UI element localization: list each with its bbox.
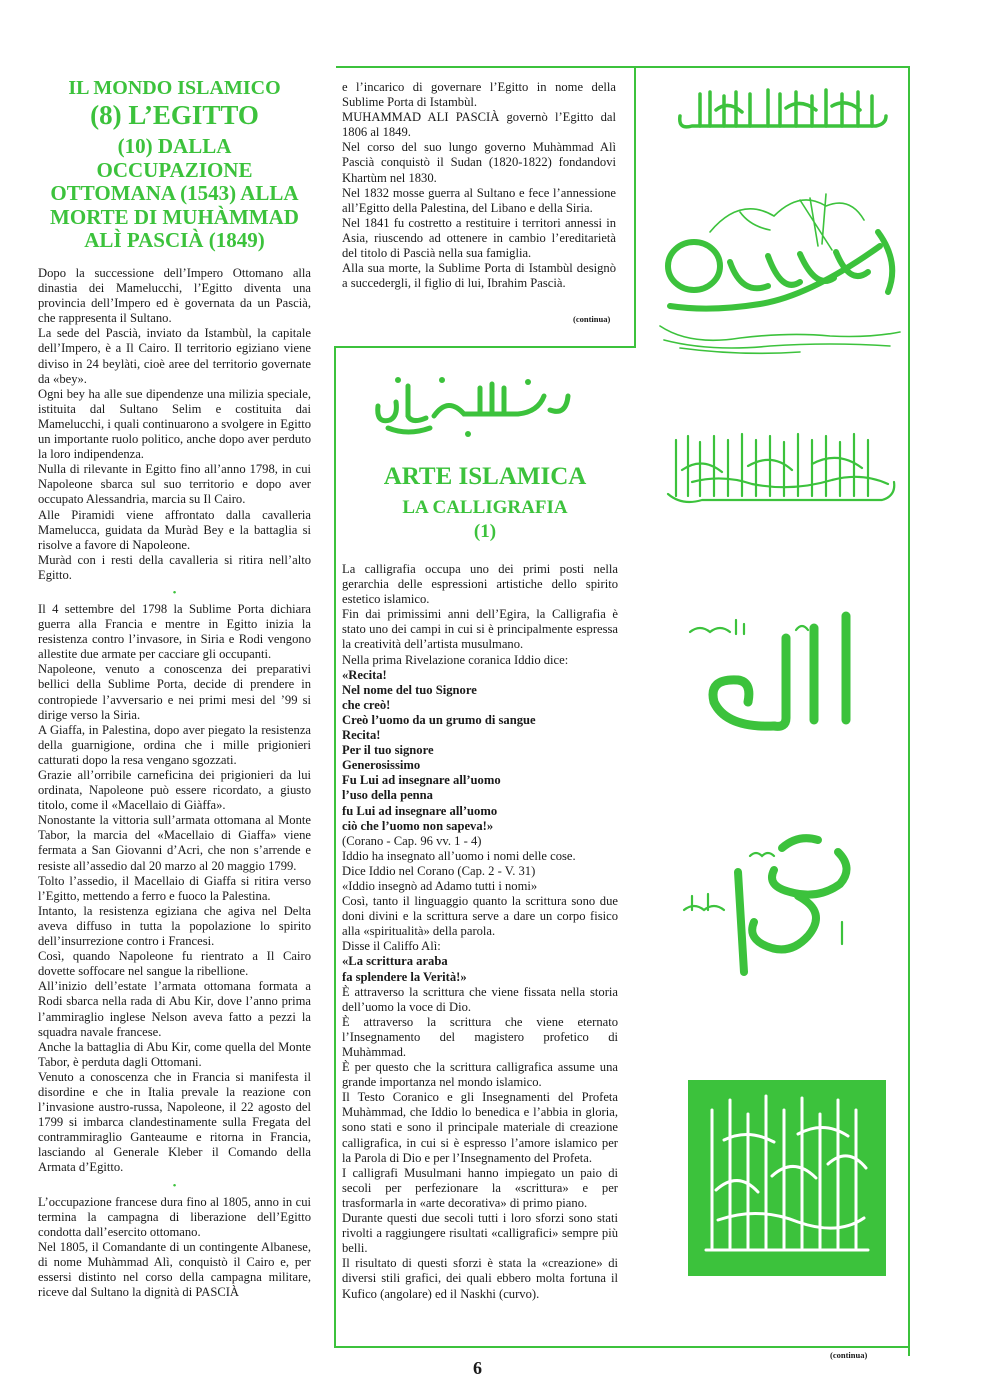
article2-continua-label: (continua) — [830, 1350, 868, 1360]
article1-title-line3d: ALÌ PASCIÀ (1849) — [84, 228, 265, 252]
article1-paragraph: Muràd con i resti della cavalleria si ritira nell’alto Egitto. — [38, 552, 311, 582]
article2-subtitle: LA CALLIGRAFIA — [402, 497, 568, 518]
article1-title-line2: (8) L’EGITTO — [90, 100, 259, 130]
quote-line: Recita! — [342, 728, 381, 743]
article1-title-line1: IL MONDO ISLAMICO — [68, 77, 281, 99]
article1-title-line3a: (10) DALLA OCCUPAZIONE — [96, 134, 253, 182]
article1-paragraph: Venuto a conoscenza che in Francia si manifesta il disordine e che in Italia prevale la reazione con l’invasione austro-russa, Napoleone, il 22 agosto del 1799 si imbarca clandestinamente sulla Fregata del contrammiraglio Ganteaume e ritorna in Francia, lasciando al Generale Kleber il Comando della Armata d’Egitto. — [38, 1069, 311, 1175]
article1-paragraph: Alle Piramidi viene affrontato dalla cavalleria Mamelucca, guidata da Muràd Bey e la battaglia si risolve a favore di Napoleone. — [38, 507, 311, 552]
quote-line: l’uso della penna — [342, 788, 433, 803]
article1-paragraph: Grazie all’orribile carneficina dei prigionieri da lui ordinata, Napoleone può essere ricordato, a giusto titolo, come il «Macellaio di Giàffa». — [38, 768, 311, 813]
article2-paragraph: Iddio ha insegnato all’uomo i nomi delle cose. — [342, 848, 576, 863]
calligraphy-muhammad — [678, 812, 868, 980]
article1-title-line3b: OTTOMANA (1543) ALLA — [50, 181, 299, 205]
calligraphy-kufic-square — [688, 1080, 886, 1276]
article1-paragraph: Tolto l’assedio, il Macellaio di Giaffa si ritira verso l’Egitto, mettendo a ferro e fuoco la Palestina. — [38, 873, 311, 903]
article1-paragraph: Nel 1805, il Comandante di un contingente Albanese, di nome Muhàmmad Alì, conquistò il Cairo e, per essersi distinto nel corso della campagna militare, riceve dal Sultano la dignità di PASCIÀ — [38, 1239, 311, 1300]
article1-continuation-paragraph: Alla sua morte, la Sublime Porta di Istambùl designò a succedergli, il figlio di lui, Ibrahim Pascià. — [342, 261, 616, 291]
article1-continuation-paragraph: Nel 1832 mosse guerra al Sultano e fece l’annessione all’Egitto della Palestina, del Libano e della Siria. — [342, 185, 616, 215]
article1-paragraph: Anche la battaglia di Abu Kir, come quella del Monte Tabor, è perduta dagli Ottomani. — [38, 1039, 311, 1069]
frame-line-top-right — [636, 66, 910, 68]
article1-paragraph: L’occupazione francese dura fino al 1805, anno in cui termina la campagna di liberazione dell’Egitto condotta dall’esercito ottomano. — [38, 1194, 311, 1239]
article1-continuation-column — [342, 80, 616, 291]
article1-paragraph: A Giaffa, in Palestina, dopo aver piegato la resistenza della guarnigione, ordina che i mille prigionieri catturati dopo la resa vengano sgozzati. — [38, 722, 311, 767]
article2-paragraph: È per questo che la scrittura calligrafica assume una grande importanza nel mondo islamico. — [342, 1060, 618, 1090]
article1-paragraph: Nonostante la vittoria sull’armata ottomana al Monte Tabor, la marcia del «Macellaio di Giaffa» viene fermata a San Giovanni d’Acri, che non s’arrende e resiste all’assedio dal 20 marzo al 20 maggio 1799. — [38, 813, 311, 873]
quote-line: ciò che l’uomo non sapeva!» — [342, 818, 494, 833]
article1-continuation-paragraph: e l’incarico di governare l’Egitto in nome della Sublime Porta di Istambùl. — [342, 80, 616, 110]
article2-paragraph: «Iddio insegnò ad Adamo tutti i nomi» — [342, 878, 538, 893]
article1-continuation-paragraph: Nel corso del suo lungo governo Muhàmmad Alì Pascià conquistò il Sudan (1820-1822) fondandovi Khartùm nel 1830. — [342, 140, 616, 185]
article2-column — [342, 562, 618, 1302]
quote-line: Per il tuo signore — [342, 743, 434, 758]
article2-paragraph: (Corano - Cap. 96 vv. 1 - 4) — [342, 833, 482, 848]
article1-column1 — [38, 266, 311, 1300]
article2-paragraph: È attraverso la scrittura che viene fissata nella storia dell’uomo la voce di Dio. — [342, 984, 618, 1014]
quote-line: Fu Lui ad insegnare all’uomo — [342, 773, 501, 788]
article2-paragraph: Disse il Califfo Alì: — [342, 939, 441, 954]
article1-paragraph: Nulla di rilevante in Egitto fino all’anno 1798, in cui Napoleone sbarca sul suo territorio e dopo aver occupato Alessandria, marcia su Il Cairo. — [38, 462, 311, 507]
calligraphy-boat — [650, 186, 906, 358]
frame-line-right-short — [634, 66, 636, 346]
article1-paragraph: Il 4 settembre del 1798 la Sublime Porta dichiara guerra alla Francia e mentre in Egitto inizia la resistenza contro l’invasore, in Siria e Rodi vengono allestite due armate per cacciare gli occupanti. — [38, 601, 311, 662]
article1-paragraph: Così, quando Napoleone fu rientrato a Il Cairo dovette soffocare nel sangue la ribellione. — [38, 949, 311, 979]
article1-continuation-paragraph: Nel 1841 fu costretto a restituire i territori annessi in Asia, riuscendo ad ottenere in cambio l’ereditarietà del titolo di Pascià nella sua famiglia. — [342, 215, 616, 261]
article2-paragraph: Il Testo Coranico e gli Insegnamenti del Profeta Muhàmmad, che Iddio lo benedica e l’abbia in gloria, sono stati e sono il principale materiale di creazione calligrafica, in cui si è espresso l’amore islamico per la Parola di Dio e per l’Insegnamento del Profeta. — [342, 1090, 618, 1165]
calligraphy-ornament-small — [368, 366, 578, 446]
article1-paragraph: Ogni bey ha alle sue dipendenze una milizia speciale, istituita dal Sultano Selim e costituita dai Mamelucchi, i quali continuarono a svolgere in Egitto un importante ruolo politico, anche dopo aver perduto la loro indipendenza. — [38, 386, 311, 462]
article2-paragraph: Nella prima Rivelazione coranica Iddio dice: — [342, 652, 569, 667]
frame-line-horizontal-mid — [336, 346, 636, 348]
section-bullet: • — [172, 1179, 177, 1192]
quote-line: Nel nome del tuo Signore — [342, 682, 477, 697]
quote-line: Generosissimo — [342, 758, 421, 773]
article2-title: ARTE ISLAMICA — [383, 463, 587, 490]
article1-continuation-paragraph: MUHAMMAD ALI PASCIÀ governò l’Egitto dal 1806 al 1849. — [342, 110, 616, 140]
frame-line-top-middle — [336, 66, 636, 68]
article2-paragraph: Durante questi due secoli tutti i loro sforzi sono stati rivolti a raggiungere risultati «calligrafici» sempre più belli. — [342, 1211, 618, 1256]
calligraphy-allah — [686, 610, 860, 734]
article2-paragraph: La calligrafia occupa uno dei primi posti nella gerarchia delle espressioni artistiche dello spirito estetico islamico. — [342, 562, 618, 607]
article1-title — [38, 76, 311, 253]
article1-paragraph: Intanto, la resistenza egiziana che agiva nel Delta aveva diffuso in tutta la popolazione lo spirito dell’insurrezione contro i Francesi. — [38, 903, 311, 949]
frame-line-left — [334, 346, 336, 1346]
article2-paragraph: Il risultato di questi sforzi è stata la «creazione» di diversi stili grafici, dei quali ebbero molta fortuna il Kufico (angolare) ed il Naskhi (curvo). — [342, 1256, 618, 1301]
section-bullet: • — [172, 586, 177, 599]
quote-line: fa splendere la Verità!» — [342, 969, 467, 984]
article1-paragraph: Dopo la successione dell’Impero Ottomano alla dinastia dei Mamelucchi, l’Egitto diventa una provincia dell’Impero ed è governata da un Pascià, che rappresenta il Sultano. — [38, 266, 311, 326]
quote-line: fu Lui ad insegnare all’uomo — [342, 803, 498, 818]
article1-paragraph: La sede del Pascià, inviato da Istambùl, la capitale dell’Impero, è a Il Cairo. Il territorio egiziano viene diviso in 24 beylàti, cioè aree del territorio governate da «bey». — [38, 326, 311, 386]
page-number: 6 — [473, 1358, 482, 1378]
article2-paragraph: È attraverso la scrittura che viene eternato l’Insegnamento del magistero profetico di Muhàmmad. — [342, 1014, 618, 1059]
article2-title-block — [352, 462, 618, 544]
article2-paragraph: Così, tanto il linguaggio quanto la scrittura sono due doni divini e la scrittura serve a dare un corpo fisico alla «spiritualità» della parola. — [342, 894, 618, 939]
article1-paragraph: All’inizio dell’estate l’armata ottomana formata a Rodi sbarca nella rada di Abu Kir, dove l’anno prima l’ammiraglio inglese Nelson aveva fatto a pezzi la squadra navale francese. — [38, 979, 311, 1039]
frame-line-right — [908, 66, 910, 1356]
article2-paragraph: Dice Iddio nel Corano (Cap. 2 - V. 31) — [342, 863, 536, 878]
article1-paragraph: Napoleone, venuto a conoscenza dei preparativi bellici della Sublime Porta, decide di prendere in contropiede l’avversario e nei primi mesi del ’99 si dirige verso la Siria. — [38, 662, 311, 722]
calligraphy-shahada — [662, 430, 900, 510]
quote-line: Creò l’uomo da un grumo di sangue — [342, 712, 536, 727]
article2-number: (1) — [473, 521, 497, 542]
quote-line: che creò! — [342, 697, 391, 712]
article2-paragraph: I calligrafi Musulmani hanno impiegato un paio di secoli per perfezionare la «scrittura» e per trasformarla in «arte decorativa» di primo piano. — [342, 1165, 618, 1210]
article2-paragraph: Fin dai primissimi anni dell’Egira, la Calligrafia è stato uno dei campi in cui si è principalmente espressa la creatività dell’artista musulmano. — [342, 607, 618, 652]
frame-line-bottom — [334, 1346, 910, 1348]
calligraphy-basmala — [676, 86, 890, 134]
article1-title-line3c: MORTE DI MUHÀMMAD — [50, 204, 299, 229]
article1-continua-label: (continua) — [573, 314, 611, 324]
quote-line: «Recita! — [342, 667, 387, 682]
quote-line: «La scrittura araba — [342, 954, 448, 969]
